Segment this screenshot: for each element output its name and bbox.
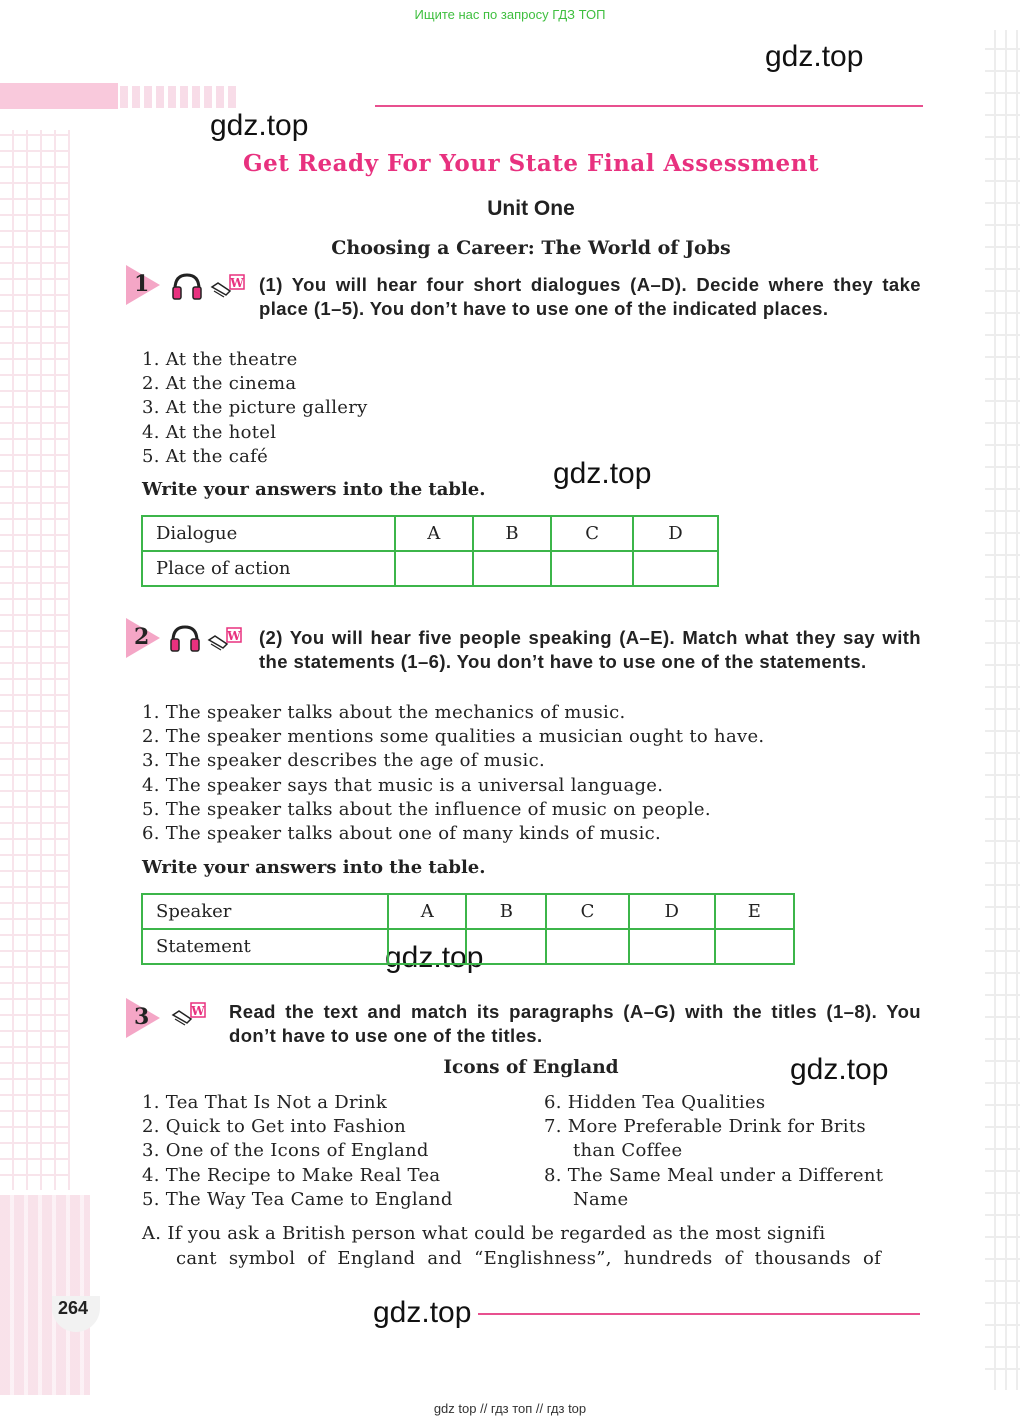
- answer-cell[interactable]: [633, 551, 718, 586]
- list-item: 4. The speaker says that music is a universal language.: [142, 774, 664, 796]
- task1-instruction: (1) You will hear four short dialogues (A–D). Decide where they take place (1–5). You don’t have to use one of the indicated places.: [259, 274, 921, 319]
- table-header-label: Dialogue: [142, 516, 395, 551]
- paragraph-a-line2: cant symbol of England and “Englishness”, hundreds of thousands of: [176, 1248, 882, 1269]
- answer-cell[interactable]: [395, 551, 473, 586]
- page-number: 264: [58, 1298, 89, 1318]
- header-rule: [375, 105, 923, 107]
- list-item: 5. At the café: [142, 445, 269, 467]
- watermark: gdz.top: [765, 40, 864, 73]
- watermark: gdz.top: [385, 941, 484, 974]
- headphones-icon: [170, 271, 204, 301]
- task3-instruction: Read the text and match its paragraphs (A–G) with the titles (1–8). You don’t have to use one of the titles.: [229, 1001, 921, 1046]
- footer-links[interactable]: gdz top // гдз топ // гдз top: [433, 1401, 587, 1416]
- list-item: 2. The speaker mentions some qualities a musician ought to have.: [142, 726, 765, 748]
- answer-cell[interactable]: [546, 929, 629, 964]
- task2-statements-list: [142, 701, 764, 846]
- titles-list-right: [544, 1091, 883, 1212]
- answer-cell[interactable]: [473, 551, 552, 586]
- table-header-label: Speaker: [142, 894, 388, 929]
- right-margin-pattern: [985, 30, 1020, 1390]
- table-row-label: Statement: [142, 929, 388, 964]
- list-item-continuation: Name: [573, 1188, 629, 1210]
- task2-answer-table: [141, 893, 795, 965]
- list-item: 8. The Same Meal under a Different: [544, 1164, 884, 1186]
- top-pink-band: [0, 83, 118, 109]
- titles-list-left: [142, 1091, 453, 1212]
- top-pink-dots: [120, 86, 240, 108]
- list-item-continuation: than Coffee: [573, 1140, 683, 1162]
- table-column-header: A: [388, 894, 466, 929]
- writing-hand-icon: [171, 1001, 207, 1029]
- task1-write-label: Write your answers into the table.: [142, 479, 486, 500]
- list-item: 1. Tea That Is Not a Drink: [142, 1092, 388, 1113]
- task1-answer-table: [141, 515, 719, 587]
- watermark: gdz.top: [210, 109, 309, 142]
- task2-write-label: Write your answers into the table.: [142, 857, 486, 878]
- list-item: 1. The speaker talks about the mechanics of music.: [142, 702, 626, 723]
- watermark: gdz.top: [553, 457, 652, 490]
- list-item: 4. At the hotel: [142, 421, 277, 443]
- answer-cell[interactable]: [715, 929, 794, 964]
- section-subtitle: Choosing a Career: The World of Jobs: [331, 237, 731, 259]
- table-column-header: C: [551, 516, 633, 551]
- answer-cell[interactable]: [388, 929, 466, 964]
- table-column-header: C: [546, 894, 629, 929]
- list-item: 2. Quick to Get into Fashion: [142, 1116, 407, 1138]
- task-number-badge: [126, 265, 160, 305]
- main-title: Get Ready For Your State Final Assessment: [242, 150, 820, 177]
- task1-places-list: [142, 348, 368, 469]
- list-item: 2. At the cinema: [142, 373, 297, 395]
- answer-cell[interactable]: [466, 929, 546, 964]
- table-column-header: E: [715, 894, 794, 929]
- list-item: 4. The Recipe to Make Real Tea: [142, 1164, 441, 1186]
- list-item: 3. The speaker describes the age of music.: [142, 750, 545, 772]
- task-number-badge: [126, 618, 160, 658]
- watermark: gdz.top: [373, 1296, 472, 1329]
- list-item: 1. At the theatre: [142, 349, 298, 370]
- table-column-header: D: [629, 894, 715, 929]
- writing-hand-icon: [210, 273, 246, 301]
- answer-cell[interactable]: [629, 929, 715, 964]
- answer-cell[interactable]: [551, 551, 633, 586]
- unit-title: Unit One: [487, 197, 575, 220]
- task-number: 1: [134, 271, 150, 297]
- svg-text:W: W: [227, 629, 241, 643]
- table-column-header: B: [466, 894, 546, 929]
- list-item: 6. Hidden Tea Qualities: [544, 1092, 766, 1113]
- footer-rule: [478, 1313, 920, 1315]
- list-item: 3. One of the Icons of England: [142, 1140, 429, 1162]
- left-margin-stripes: [0, 1195, 90, 1395]
- list-item: 5. The Way Tea Came to England: [142, 1188, 453, 1210]
- paragraph-a-line1: A. If you ask a British person what could be regarded as the most signifi: [142, 1223, 826, 1244]
- writing-hand-icon: [207, 626, 243, 654]
- text-title: Icons of England: [443, 1057, 619, 1078]
- list-item: 3. At the picture gallery: [142, 397, 368, 419]
- table-column-header: D: [633, 516, 718, 551]
- headphones-icon: [168, 623, 202, 653]
- svg-text:W: W: [230, 276, 244, 290]
- table-column-header: B: [473, 516, 552, 551]
- watermark: gdz.top: [790, 1053, 889, 1086]
- task-number: 2: [134, 624, 150, 650]
- task2-instruction: (2) You will hear five people speaking (A–E). Match what they say with the statements (1–6). You don’t have to use one of the statements.: [259, 627, 921, 672]
- list-item: 5. The speaker talks about the influence of music on people.: [142, 798, 711, 820]
- table-row-label: Place of action: [142, 551, 395, 586]
- left-margin-pattern: [0, 130, 70, 1190]
- task-number-badge: [126, 998, 160, 1038]
- list-item: 6. The speaker talks about one of many kinds of music.: [142, 823, 662, 845]
- list-item: 7. More Preferable Drink for Brits: [544, 1116, 866, 1138]
- table-column-header: A: [395, 516, 473, 551]
- svg-text:W: W: [191, 1004, 205, 1018]
- task-number: 3: [134, 1004, 150, 1030]
- top-banner[interactable]: Ищите нас по запросу ГДЗ ТОП: [414, 7, 606, 22]
